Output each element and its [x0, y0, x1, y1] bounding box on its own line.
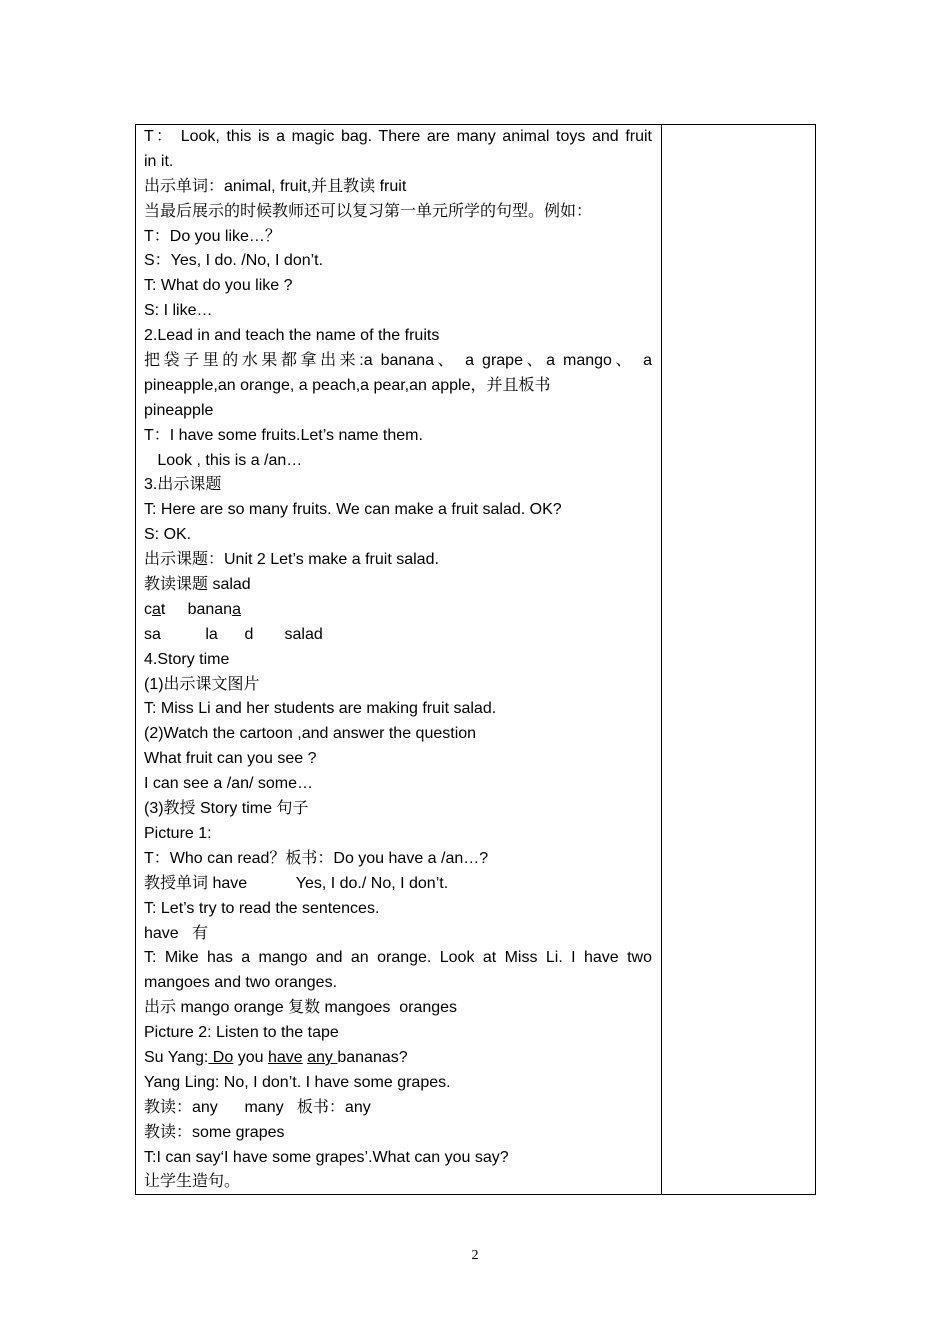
text-line: T： Look, this is a magic bag. There are many animal toys and fruit [144, 128, 652, 145]
text-line: 把袋子里的水果都拿出来:a banana、 a grape、a mango、 a [144, 352, 652, 370]
text-line: 3.出示课题 [144, 476, 222, 494]
text-line: Yang Ling: No, I don’t. I have some grapes. [144, 1073, 451, 1091]
text-segment: bananas? [337, 1048, 408, 1066]
text-line: T：I have some fruits.Let’s name them. [144, 426, 423, 444]
text-line: (3)教授 Story time 句子 [144, 800, 309, 818]
text-line: in it. [144, 152, 174, 170]
text-line: T: Let’s try to read the sentences. [144, 899, 380, 917]
text-line: 教授单词 have Yes, I do./ No, I don’t. [144, 874, 449, 892]
text-line: 出示单词：animal, fruit,并且教读 fruit [144, 177, 407, 195]
text-line: 出示 mango orange 复数 mangoes oranges [144, 999, 458, 1017]
text-segment: t banan [160, 600, 233, 618]
text-line: I can see a /an/ some… [144, 775, 313, 793]
text-line: 出示课题：Unit 2 Let’s make a fruit salad. [144, 551, 439, 569]
text-line: S: OK. [144, 526, 192, 544]
text-line: have 有 [144, 924, 209, 942]
text-line: Picture 2: Listen to the tape [144, 1024, 339, 1042]
text-line: 让学生造句。 [144, 1173, 241, 1191]
underlined-word: any [307, 1048, 338, 1066]
text-segment: c [144, 600, 152, 618]
text-line: What fruit can you see ? [144, 750, 317, 768]
text-line: T：Do you like…？ [144, 227, 281, 245]
text-line: T:I can say‘I have some grapes’.What can you say? [144, 1148, 509, 1166]
text-line: T: Mike has a mango and an orange. Look at Miss Li. I have two [144, 949, 652, 967]
underlined-letter: a [152, 600, 161, 618]
text-line: 当最后展示的时候教师还可以复习第一单元所学的句型。例如： [144, 202, 593, 220]
text-segment: Su Yang: [144, 1048, 209, 1066]
text-line: (2)Watch the cartoon ,and answer the question [144, 725, 477, 743]
text-line: S: I like… [144, 302, 213, 320]
text-line: 教读课题 salad [144, 576, 251, 594]
text-line: 教读：any many 板书：any [144, 1098, 371, 1116]
text-line: T: Here are so many fruits. We can make a fruit salad. OK? [144, 501, 562, 519]
text-line: 4.Story time [144, 650, 230, 668]
lesson-table [135, 124, 816, 1195]
text-line: 2.Lead in and teach the name of the fruits [144, 327, 440, 345]
underlined-word: Do [208, 1048, 234, 1066]
text-line: T：Who can read？板书：Do you have a /an…? [144, 849, 489, 867]
column-divider [661, 125, 662, 1194]
underlined-word: have [267, 1048, 303, 1066]
page-number: 2 [471, 1248, 479, 1263]
text-line: pineapple,an orange, a peach,a pear,an apple，并且板书 [144, 376, 551, 394]
text-line: sa la d salad [144, 625, 323, 643]
text-line: S：Yes, I do. /No, I don’t. [144, 252, 324, 270]
underlined-letter: a [232, 600, 241, 618]
phonics-line [144, 598, 652, 623]
text-line: 教读：some grapes [144, 1123, 285, 1141]
text-segment: you [233, 1048, 268, 1066]
text-line: T: Miss Li and her students are making fruit salad. [144, 700, 497, 718]
text-line: T: What do you like ? [144, 277, 293, 295]
text-line: (1)出示课文图片 [144, 675, 260, 693]
text-line: mangoes and two oranges. [144, 974, 338, 992]
text-line: pineapple [144, 401, 214, 419]
text-line: Picture 1: [144, 824, 212, 842]
lesson-content-cell [144, 125, 652, 1195]
dialogue-line [144, 1046, 652, 1071]
text-line: Look , this is a /an… [144, 451, 303, 469]
